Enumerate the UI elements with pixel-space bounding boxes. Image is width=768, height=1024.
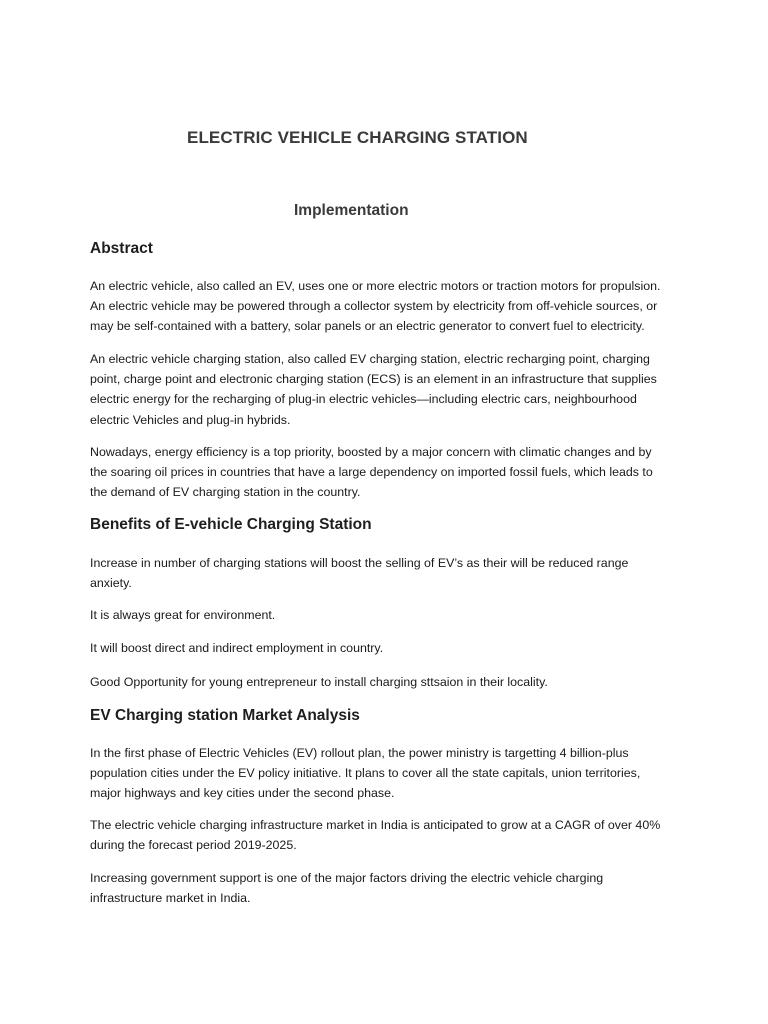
paragraph [90,638,690,658]
paragraph-line: infrastructure market in India. [90,891,251,906]
paragraph [90,743,690,804]
paragraph-line: In the first phase of Electric Vehicles (EV) rollout plan, the power ministry is targetting 4 billion-plus [90,746,629,760]
paragraph-line: anxiety. [90,576,132,591]
section-heading-market-analysis: EV Charging station Market Analysis [90,707,360,724]
paragraph-line: may be self-contained with a battery, solar panels or an electric generator to convert fuel to electricity. [90,319,645,334]
paragraph [90,605,690,625]
paragraph-line: the soaring oil prices in countries that have a large dependency on imported fossil fuels, which leads to [90,465,653,480]
paragraph-line: An electric vehicle may be powered through a collector system by electricity from off-vehicle sources, or [90,299,658,314]
paragraph-line: Increase in number of charging stations will boost the selling of EV’s as their will be reduced range [90,556,629,570]
paragraph-line: the demand of EV charging station in the country. [90,485,361,500]
paragraph-line: The electric vehicle charging infrastructure market in India is anticipated to grow at a CAGR of over 40% [90,818,661,832]
paragraph [90,553,690,593]
paragraph-line: during the forecast period 2019-2025. [90,838,297,853]
section-heading-abstract: Abstract [90,240,153,257]
paragraph-line: population cities under the EV policy initiative. It plans to cover all the state capitals, union territories, [90,766,641,781]
paragraph-line: major highways and key cities under the second phase. [90,786,395,801]
paragraph-line: electric Vehicles and plug-in hybrids. [90,412,291,427]
paragraph [90,349,690,430]
paragraph-line: It is always great for environment. [90,608,276,622]
document-title: ELECTRIC VEHICLE CHARGING STATION [187,128,528,147]
document-subtitle: Implementation [294,202,409,219]
paragraph [90,672,690,692]
paragraph-line: Good Opportunity for young entrepreneur to install charging sttsaion in their locality. [90,675,548,689]
paragraph-line: electric energy for the recharging of plug-in electric vehicles—including electric cars, neighbourhood [90,392,637,407]
paragraph [90,815,690,855]
paragraph-line: point, charge point and electronic charging station (ECS) is an element in an infrastructure that supplies [90,372,657,387]
paragraph [90,442,690,503]
paragraph-line: Nowadays, energy efficiency is a top priority, boosted by a major concern with climatic changes and by [90,445,652,459]
paragraph-line: It will boost direct and indirect employment in country. [90,641,384,655]
paragraph [90,276,690,337]
section-heading-benefits: Benefits of E-vehicle Charging Station [90,516,372,533]
paragraph-line: An electric vehicle charging station, also called EV charging station, electric recharging point, charging [90,352,650,366]
paragraph-line: Increasing government support is one of the major factors driving the electric vehicle charging [90,871,604,885]
paragraph-line: An electric vehicle, also called an EV, uses one or more electric motors or traction motors for propulsion. [90,279,661,293]
paragraph [90,868,690,908]
